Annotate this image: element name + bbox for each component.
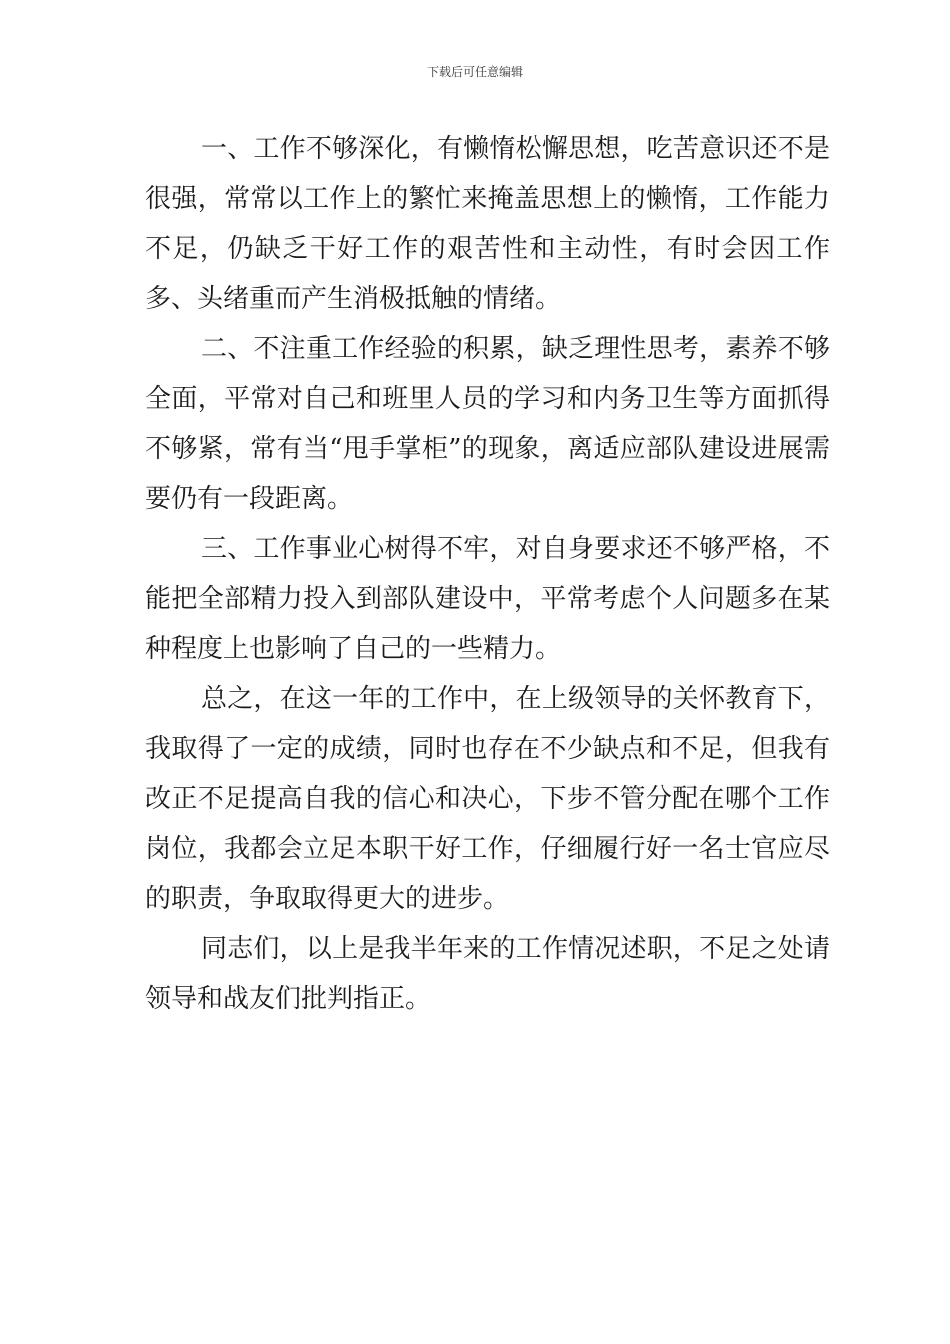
document-body: [145, 124, 830, 1024]
paragraph-shortcomings-2: 二、不注重工作经验的积累，缺乏理性思考，素养不够全面，平常对自己和班里人员的学习和内务卫生等方面抓得不够紧，常有当“甩手掌柜”的现象，离适应部队建设进展需要仍有一段距离。: [145, 334, 830, 514]
paragraph-shortcomings-1: 一、工作不够深化，有懒惰松懈思想，吃苦意识还不是很强，常常以工作上的繁忙来掩盖思想上的懒惰，工作能力不足，仍缺乏干好工作的艰苦性和主动性，有时会因工作多、头绪重而产生消极抵触的情绪。: [145, 134, 830, 314]
paragraph-shortcomings-3: 三、工作事业心树得不牢，对自身要求还不够严格，不能把全部精力投入到部队建设中，平常考虑个人问题多在某种程度上也影响了自己的一些精力。: [145, 534, 830, 664]
paragraph-summary: 总之，在这一年的工作中，在上级领导的关怀教育下，我取得了一定的成绩，同时也存在不少缺点和不足，但我有改正不足提高自我的信心和决心，下步不管分配在哪个工作岗位，我都会立足本职干好工作，仔细履行好一名士官应尽的职责，争取取得更大的进步。: [145, 684, 830, 914]
page-header: 下载后可任意编辑: [426, 65, 523, 79]
paragraph-closing: 同志们，以上是我半年来的工作情况述职，不足之处请领导和战友们批判指正。: [145, 934, 830, 1014]
